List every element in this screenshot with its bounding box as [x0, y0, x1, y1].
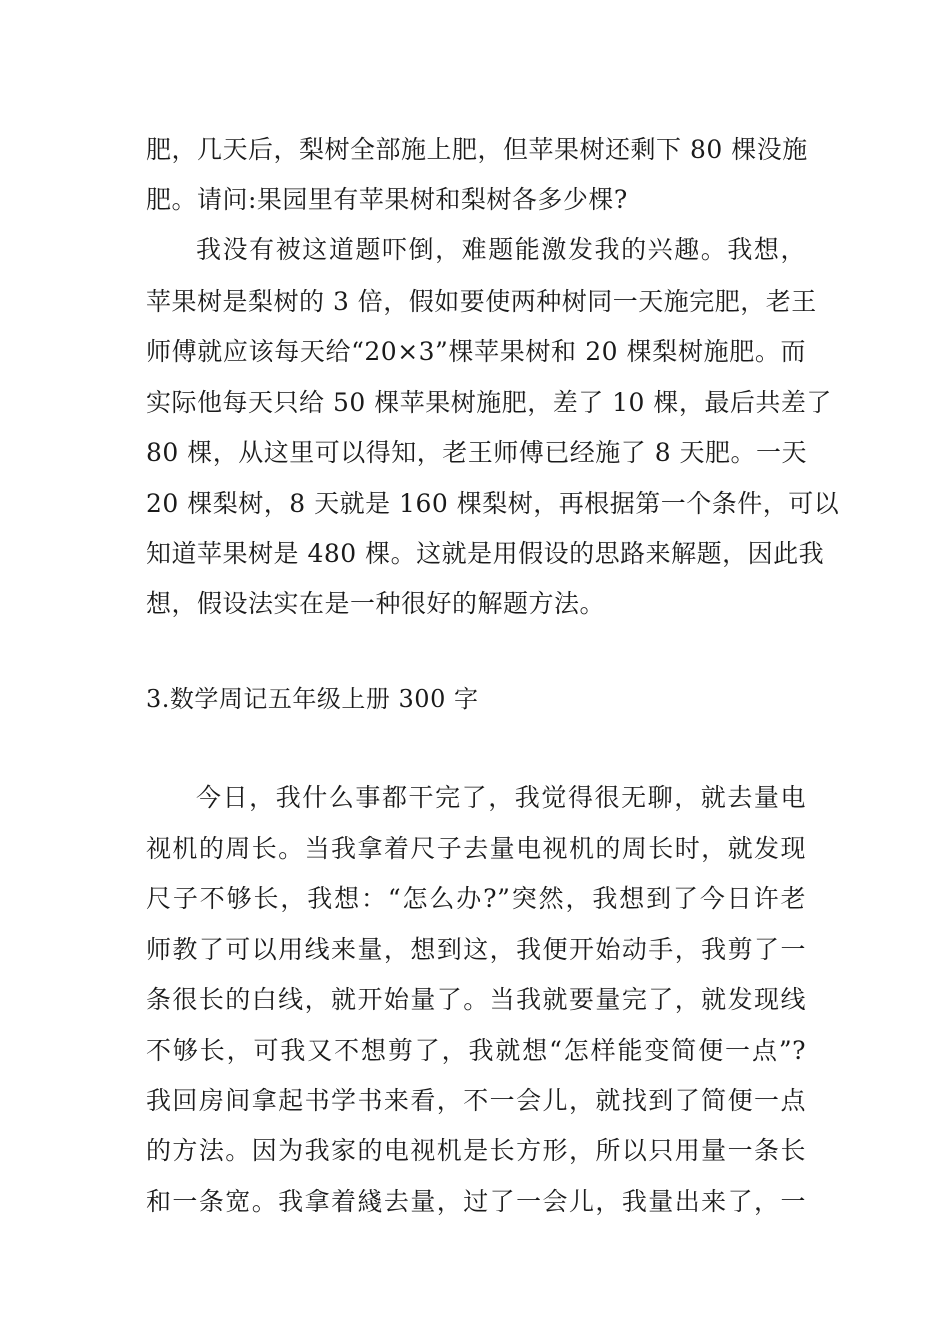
paragraph-3-line-6: 不够长，可我又不想剪了，我就想“怎样能变简便一点”?	[146, 1036, 806, 1065]
paragraph-3-line-1: 今日，我什么事都干完了，我觉得很无聊，就去量电	[196, 783, 806, 812]
paragraph-3-line-2: 视机的周长。当我拿着尺子去量电视机的周长时，就发现	[146, 834, 806, 863]
paragraph-2-line-7: 知道苹果树是 480 棵。这就是用假设的思路来解题，因此我	[146, 539, 825, 568]
section-heading: 3.数学周记五年级上册 300 字	[146, 685, 479, 713]
paragraph-3-line-5: 条很长的白线，就开始量了。当我就要量完了，就发现线	[146, 985, 806, 1014]
paragraph-3-line-8: 的方法。因为我家的电视机是长方形，所以只用量一条长	[146, 1136, 806, 1165]
paragraph-2-line-4: 实际他每天只给 50 棵苹果树施肥，差了 10 棵，最后共差了	[146, 388, 832, 417]
paragraph-1-line-2: 肥。请问:果园里有苹果树和梨树各多少棵?	[146, 185, 628, 214]
paragraph-3-line-7: 我回房间拿起书学书来看，不一会儿，就找到了简便一点	[146, 1086, 806, 1115]
paragraph-2-line-6: 20 棵梨树，8 天就是 160 棵梨树，再根据第一个条件，可以	[146, 489, 840, 518]
paragraph-3-line-4: 师教了可以用线来量，想到这，我便开始动手，我剪了一	[146, 935, 806, 964]
paragraph-2-line-3: 师傅就应该每天给“20×3”棵苹果树和 20 棵梨树施肥。而	[146, 337, 806, 366]
paragraph-1-line-1: 肥，几天后，梨树全部施上肥，但苹果树还剩下 80 棵没施	[146, 135, 808, 164]
paragraph-3-line-9: 和一条宽。我拿着綫去量，过了一会儿，我量出来了，一	[146, 1187, 806, 1216]
paragraph-3-line-3: 尺子不够长，我想：“怎么办?”突然，我想到了今日许老	[146, 884, 806, 913]
paragraph-2-line-5: 80 棵，从这里可以得知，老王师傅已经施了 8 天肥。一天	[146, 438, 808, 467]
paragraph-2-line-2: 苹果树是梨树的 3 倍，假如要使两种树同一天施完肥，老王	[146, 287, 817, 316]
paragraph-2-line-1: 我没有被这道题吓倒，难题能激发我的兴趣。我想，	[196, 235, 806, 264]
paragraph-2-line-8: 想，假设法实在是一种很好的解题方法。	[146, 589, 606, 618]
